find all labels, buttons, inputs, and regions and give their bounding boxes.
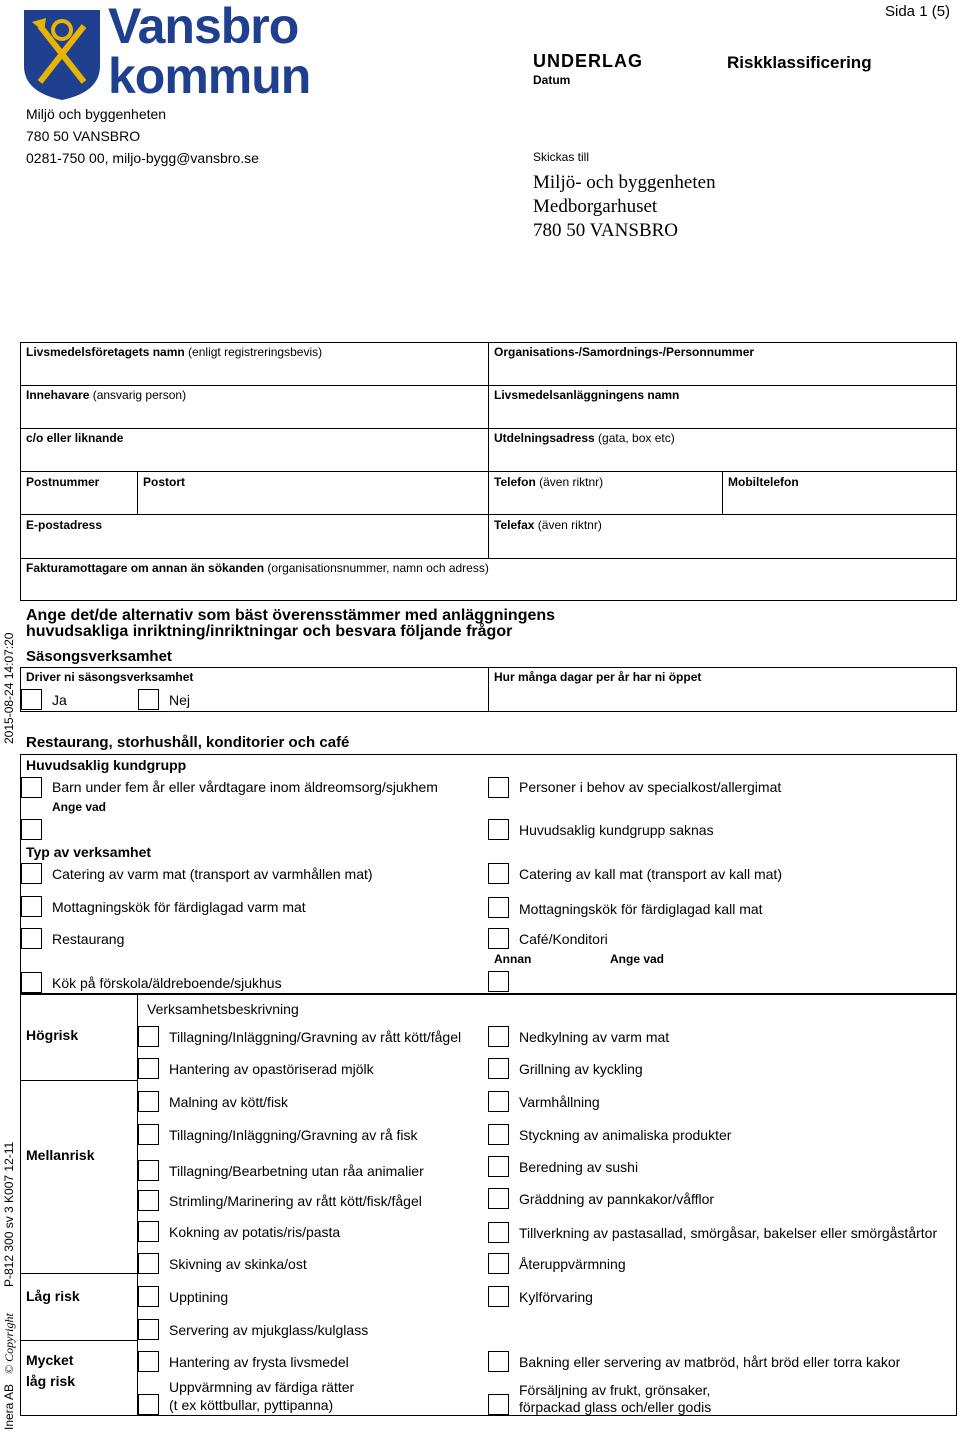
fruit-sales-label-2: förpackad glass och/eller godis: [519, 1399, 712, 1415]
customer-heading: Huvudsaklig kundgrupp: [26, 757, 187, 773]
document-title: Riskklassificering: [727, 53, 872, 72]
customer-specialdiet-checkbox[interactable]: [488, 777, 509, 798]
catering-warm-checkbox[interactable]: [21, 863, 42, 884]
catering-warm-label: Catering av varm mat (transport av varmhållen mat): [52, 866, 373, 882]
non-animal-checkbox[interactable]: [138, 1160, 159, 1181]
salads-label: Tillverkning av pastasallad, smörgåsar, bakelser eller smörgåstårtor: [519, 1225, 938, 1241]
activity-description-heading: Verksamhetsbeskrivning: [147, 1001, 299, 1017]
season-heading: Säsongsverksamhet: [26, 648, 172, 665]
season-no-label: Nej: [169, 692, 191, 708]
cooling-label: Nedkylning av varm mat: [519, 1029, 670, 1045]
print-timestamp: 2015-08-24 14:07:20: [2, 632, 16, 744]
low-risk-label: Låg risk: [26, 1288, 80, 1304]
sender-contact: 0281-750 00, miljo-bygg@vansbro.se: [26, 150, 259, 166]
sushi-label: Beredning av sushi: [519, 1159, 639, 1175]
raw-fish-label: Tillagning/Inläggning/Gravning av rå fisk: [169, 1127, 418, 1143]
soft-ice-checkbox[interactable]: [138, 1319, 159, 1340]
raw-meat-checkbox[interactable]: [138, 1026, 159, 1047]
grinding-label: Malning av kött/fisk: [169, 1094, 289, 1110]
email-field[interactable]: E-postadress: [26, 518, 103, 532]
raw-fish-checkbox[interactable]: [138, 1124, 159, 1145]
sushi-checkbox[interactable]: [488, 1156, 509, 1177]
facility-name-field[interactable]: Livsmedelsanläggningens namn: [494, 388, 680, 402]
company-name-field[interactable]: Livsmedelsföretagets namn (enligt registreringsbevis): [26, 345, 323, 359]
mobile-field[interactable]: Mobiltelefon: [728, 475, 799, 489]
grilling-checkbox[interactable]: [488, 1058, 509, 1079]
invoice-recipient-field[interactable]: Fakturamottagare om annan än sökanden (organisationsnummer, namn och adress): [26, 561, 489, 575]
co-field[interactable]: c/o eller liknande: [26, 431, 124, 445]
fax-field[interactable]: Telefax (även riktnr): [494, 518, 602, 532]
reception-warm-label: Mottagningskök för färdiglagad varm mat: [52, 899, 306, 915]
butchering-checkbox[interactable]: [488, 1124, 509, 1145]
raw-milk-checkbox[interactable]: [138, 1058, 159, 1079]
grilling-label: Grillning av kyckling: [519, 1061, 643, 1077]
customer-none-checkbox[interactable]: [488, 819, 509, 840]
cooling-checkbox[interactable]: [488, 1026, 509, 1047]
instructions-line-1: Ange det/de alternativ som bäst överensstämmer med anläggningens: [26, 607, 556, 624]
boiling-label: Kokning av potatis/ris/pasta: [169, 1224, 341, 1240]
postcode-field[interactable]: Postnummer: [26, 475, 100, 489]
season-yes-label: Ja: [52, 692, 67, 708]
owner-field[interactable]: Innehavare (ansvarig person): [26, 388, 187, 402]
marinating-label: Strimling/Marinering av rått kött/fisk/fågel: [169, 1193, 422, 1209]
thawing-checkbox[interactable]: [138, 1286, 159, 1307]
copyright-notice: © Copyright: [2, 1313, 16, 1374]
logo: [22, 0, 322, 104]
very-low-risk-label-1: Mycket: [26, 1352, 74, 1368]
fruit-sales-checkbox[interactable]: [488, 1394, 509, 1415]
address-field[interactable]: Utdelningsadress (gata, box etc): [494, 431, 675, 445]
butchering-label: Styckning av animaliska produkter: [519, 1127, 732, 1143]
grinding-checkbox[interactable]: [138, 1091, 159, 1112]
document-type: UNDERLAG: [533, 51, 643, 71]
cold-storage-label: Kylförvaring: [519, 1289, 593, 1305]
catering-cold-label: Catering av kall mat (transport av kall mat): [519, 866, 782, 882]
institution-kitchen-label: Kök på förskola/äldreboende/sjukhus: [52, 975, 282, 991]
ready-meals-label-1: Uppvärmning av färdiga rätter: [169, 1379, 355, 1395]
medium-risk-label: Mellanrisk: [26, 1147, 95, 1163]
org-number-field[interactable]: Organisations-/Samordnings-/Personnummer: [494, 345, 755, 359]
publisher-name: Inera AB: [2, 1383, 16, 1430]
municipality-coat-of-arms-icon: [22, 8, 102, 100]
season-days-field[interactable]: Hur många dagar per år har ni öppet: [494, 670, 702, 684]
bread-label: Bakning eller servering av matbröd, hårt bröd eller torra kakor: [519, 1354, 901, 1370]
thawing-label: Upptining: [169, 1289, 229, 1305]
restaurant-label: Restaurang: [52, 931, 125, 947]
season-no-checkbox[interactable]: [138, 689, 159, 710]
other-activity-label: Annan: [494, 952, 532, 966]
other-specify-label: Ange vad: [610, 952, 665, 966]
raw-milk-label: Hantering av opastöriserad mjölk: [169, 1061, 374, 1077]
other-activity-checkbox[interactable]: [488, 971, 509, 992]
ready-meals-label-2: (t ex köttbullar, pyttipanna): [169, 1397, 334, 1413]
pancakes-checkbox[interactable]: [488, 1188, 509, 1209]
frozen-food-label: Hantering av frysta livsmedel: [169, 1354, 349, 1370]
reception-cold-checkbox[interactable]: [488, 897, 509, 918]
sender-postal: 780 50 VANSBRO: [26, 128, 141, 144]
recipient-line-3: 780 50 VANSBRO: [533, 220, 679, 241]
non-animal-label: Tillagning/Bearbetning utan råa animalier: [169, 1163, 424, 1179]
customer-specify-label: Ange vad: [52, 800, 107, 814]
slicing-checkbox[interactable]: [138, 1253, 159, 1274]
activity-heading: Typ av verksamhet: [26, 844, 152, 860]
instructions-line-2: huvudsakliga inriktning/inriktningar och besvara följande frågor: [26, 623, 513, 640]
catering-cold-checkbox[interactable]: [488, 863, 509, 884]
high-risk-label: Högrisk: [26, 1027, 79, 1043]
reheating-label: Återuppvärmning: [519, 1256, 626, 1272]
cold-storage-checkbox[interactable]: [488, 1286, 509, 1307]
customer-children-label: Barn under fem år eller vårdtagare inom äldreomsorg/sjukhem: [52, 779, 438, 795]
slicing-label: Skivning av skinka/ost: [169, 1256, 307, 1272]
restaurant-heading: Restaurang, storhushåll, konditorier och café: [26, 734, 350, 751]
very-low-risk-label-2: låg risk: [26, 1373, 76, 1389]
sender-name: Miljö och byggenheten: [26, 106, 167, 122]
raw-meat-label: Tillagning/Inläggning/Gravning av rått kött/fågel: [169, 1029, 462, 1045]
cafe-checkbox[interactable]: [488, 928, 509, 949]
logo-line-2: kommun: [108, 48, 311, 104]
logo-line-1: Vansbro: [108, 0, 299, 54]
boiling-checkbox[interactable]: [138, 1221, 159, 1242]
send-to-label: Skickas till: [533, 150, 590, 164]
soft-ice-label: Servering av mjukglass/kulglass: [169, 1322, 369, 1338]
season-yes-checkbox[interactable]: [21, 689, 42, 710]
hot-holding-checkbox[interactable]: [488, 1091, 509, 1112]
reception-warm-checkbox[interactable]: [21, 896, 42, 917]
reheating-checkbox[interactable]: [488, 1253, 509, 1274]
salads-checkbox[interactable]: [488, 1222, 509, 1243]
fruit-sales-label-1: Försäljning av frukt, grönsaker,: [519, 1382, 711, 1398]
form-code: P-812 300 sv 3 K007 12-11: [2, 1141, 16, 1287]
city-field[interactable]: Postort: [143, 475, 185, 489]
recipient-line-2: Medborgarhuset: [533, 196, 658, 217]
customer-none-label: Huvudsaklig kundgrupp saknas: [519, 822, 714, 838]
ready-meals-checkbox[interactable]: [138, 1394, 159, 1415]
pancakes-label: Gräddning av pannkakor/våfflor: [519, 1191, 715, 1207]
restaurant-checkbox[interactable]: [21, 928, 42, 949]
date-label: Datum: [533, 73, 571, 87]
hot-holding-label: Varmhållning: [519, 1094, 600, 1110]
customer-children-checkbox[interactable]: [21, 777, 42, 798]
season-question: Driver ni säsongsverksamhet: [26, 670, 194, 684]
bread-checkbox[interactable]: [488, 1351, 509, 1372]
institution-kitchen-checkbox[interactable]: [21, 972, 42, 993]
phone-field[interactable]: Telefon (även riktnr): [494, 475, 604, 489]
page-number: Sida 1 (5): [885, 3, 951, 20]
marinating-checkbox[interactable]: [138, 1190, 159, 1211]
customer-specialdiet-label: Personer i behov av specialkost/allergimat: [519, 779, 782, 795]
frozen-food-checkbox[interactable]: [138, 1351, 159, 1372]
reception-cold-label: Mottagningskök för färdiglagad kall mat: [519, 901, 763, 917]
customer-other-checkbox[interactable]: [21, 819, 42, 840]
recipient-line-1: Miljö- och byggenheten: [533, 172, 716, 193]
cafe-label: Café/Konditori: [519, 931, 608, 947]
